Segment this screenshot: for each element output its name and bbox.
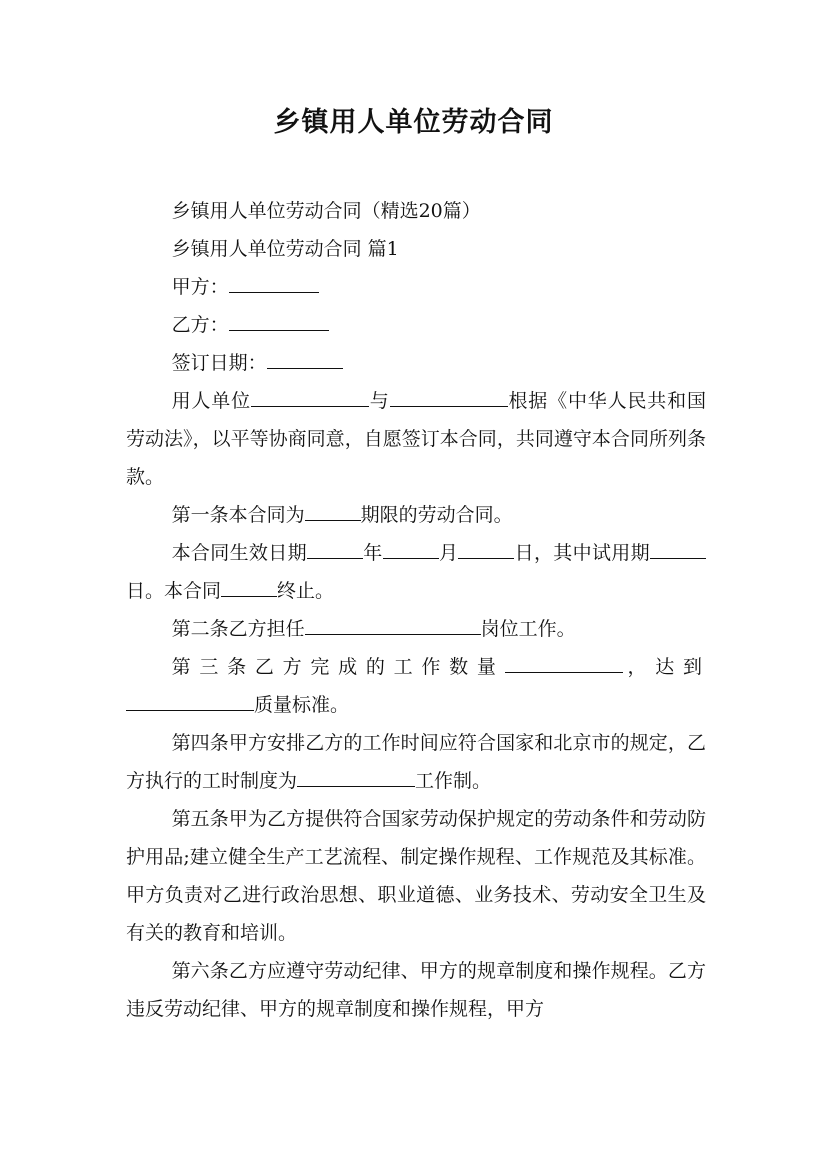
effective-text-c: 月 [438,542,459,564]
employee-blank [390,386,508,407]
effective-text-e: 日。本合同 [126,580,222,602]
article-6-text: 第六条乙方应遵守劳动纪律、甲方的规章制度和操作规程。乙方违反劳动纪律、甲方的规章制度和操作规程，甲方 [126,960,706,1020]
sign-date-label: 签订日期： [171,352,267,374]
party-b-line [126,306,706,344]
sign-date-blank [267,348,343,369]
party-a-label: 甲方： [171,276,229,298]
intro-text-c: 根据《中华人民共和国劳动法》，以平等协商同意，自愿签订本合同，共同遵守本合同所列条款。 [126,390,706,488]
year-blank [307,538,363,559]
effective-text-f: 终止。 [277,580,335,602]
trial-days-blank [650,538,706,559]
article-5-text: 第五条甲为乙方提供符合国家劳动保护规定的劳动条件和劳动防护用品;建立健全生产工艺流程、制定操作规程、工作规范及其标准。甲方负责对乙进行政治思想、职业道德、业务技术、劳动安全卫生及有关的教育和培训。 [126,808,706,944]
article-3-text-a: 第三条乙方完成的工作数量 [171,656,505,678]
day-blank [458,538,514,559]
article-2-text-b: 岗位工作。 [480,618,576,640]
article-6 [126,952,706,1028]
article-4 [126,724,706,800]
article-2 [126,610,706,648]
article-2-text-a: 第二条乙方担任 [171,618,305,640]
term-blank [305,500,361,521]
effective-text-b: 年 [362,542,383,564]
article-1-text-b: 期限的劳动合同。 [360,504,513,526]
party-a-blank [229,272,319,293]
article-1-text-a: 第一条本合同为 [171,504,305,526]
article-1 [126,496,706,534]
sign-date-line [126,344,706,382]
month-blank [383,538,439,559]
paragraph-subtitle-text: 乡镇用人单位劳动合同（精选20篇） [171,200,481,222]
paragraph-section-heading [126,230,706,268]
intro-text-b: 与 [368,390,390,412]
article-3 [126,648,706,724]
effective-date-paragraph [126,534,706,610]
party-a-line [126,268,706,306]
paragraph-intro [126,382,706,496]
document-title: 乡镇用人单位劳动合同 [273,107,554,138]
party-b-label: 乙方： [171,314,229,336]
work-quantity-blank [505,652,623,673]
working-hours-blank [297,766,415,787]
article-5 [126,800,706,952]
article-4-text-b: 工作制。 [415,770,492,792]
effective-text-a: 本合同生效日期 [171,542,307,564]
article-3-text-c: 质量标准。 [254,694,350,716]
end-blank [221,576,277,597]
article-3-text-b: ，达到 [622,656,706,678]
document-body [126,192,706,1028]
paragraph-subtitle [126,192,706,230]
quality-blank [126,690,254,711]
effective-text-d: 日，其中试用期 [514,542,650,564]
article-4-text-a: 第四条甲方安排乙方的工作时间应符合国家和北京市的规定，乙方执行的工时制度为 [126,732,706,792]
intro-text-a: 用人单位 [171,390,251,412]
party-b-blank [229,310,329,331]
employer-blank [251,386,369,407]
paragraph-section-heading-text: 乡镇用人单位劳动合同 篇1 [171,238,399,260]
position-blank [305,614,481,635]
